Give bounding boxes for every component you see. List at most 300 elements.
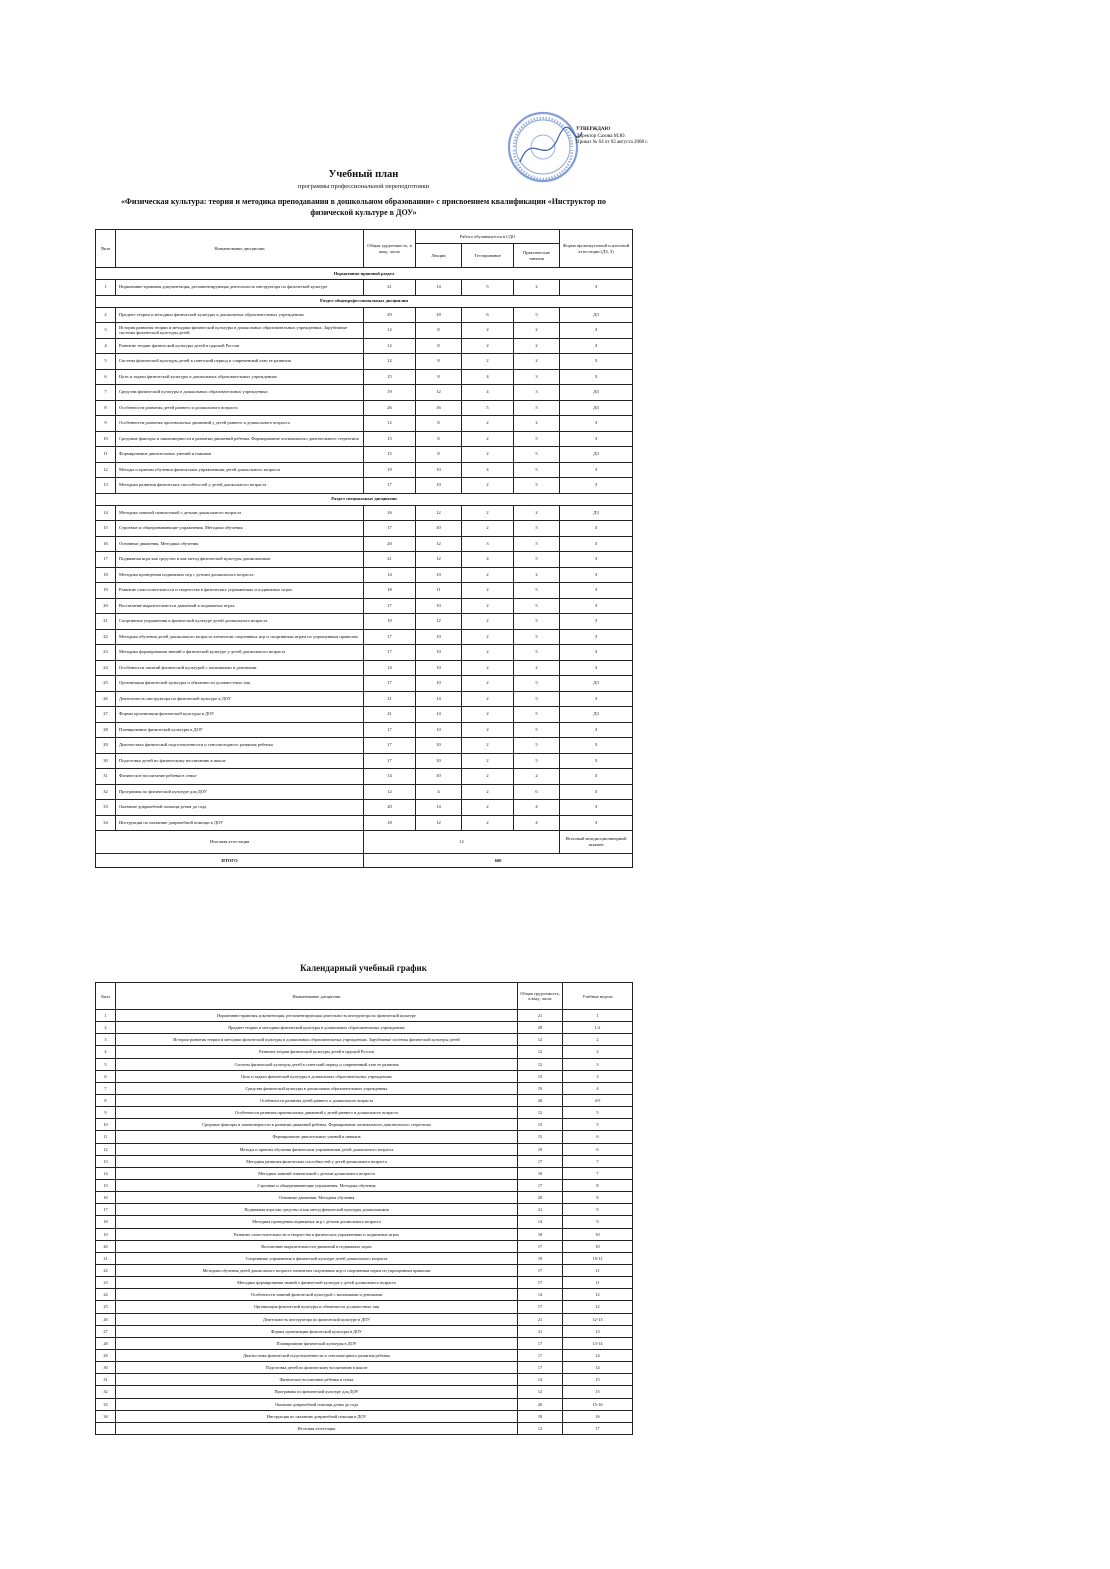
table-row bbox=[96, 1143, 633, 1155]
row-number: 17 bbox=[96, 552, 116, 568]
testing-hours: 2 bbox=[462, 354, 514, 370]
study-weeks: 10 bbox=[563, 1228, 633, 1240]
row-number: 3 bbox=[96, 323, 116, 339]
col-testing-header: Тестирование bbox=[462, 244, 514, 268]
lecture-hours: 12 bbox=[416, 505, 462, 521]
total-hours: 12 bbox=[518, 1422, 563, 1434]
practice-hours: 5 bbox=[514, 536, 560, 552]
practice-hours: 5 bbox=[514, 722, 560, 738]
section-row bbox=[96, 493, 633, 505]
table-row bbox=[96, 307, 633, 323]
table-row bbox=[96, 1119, 633, 1131]
calendar-title: Календарный учебный график bbox=[300, 963, 427, 973]
discipline-name: Особенности развития произвольных движений у детей раннего и дошкольного возраста bbox=[116, 416, 364, 432]
discipline-name: История развития теории и методики физической культуры в дошкольных образовательных учреждениях. Зарубежные системы физической культуры детей bbox=[116, 323, 364, 339]
practice-hours: 5 bbox=[514, 462, 560, 478]
total-hours: 15 bbox=[518, 1070, 563, 1082]
total-row bbox=[96, 854, 633, 868]
testing-hours: 2 bbox=[462, 521, 514, 537]
testing-hours: 2 bbox=[462, 815, 514, 831]
table-row bbox=[96, 769, 633, 785]
discipline-name: Методика формирования знаний о физической культуре у детей дошкольного возраста bbox=[116, 1277, 518, 1289]
discipline-name: Формирование двигательных умений и навыков bbox=[116, 1131, 518, 1143]
testing-hours: 2 bbox=[462, 769, 514, 785]
discipline-name: Организация физической культуры и обязанности должностных лиц bbox=[116, 1301, 518, 1313]
practice-hours: 2 bbox=[514, 416, 560, 432]
final-attestation-form: Итоговый междисциплинарный экзамен bbox=[560, 831, 633, 854]
assessment-form: З bbox=[560, 354, 633, 370]
practice-hours: 5 bbox=[514, 691, 560, 707]
assessment-form: З bbox=[560, 478, 633, 494]
final-attestation-label: Итоговая аттестация bbox=[96, 831, 364, 854]
table-row bbox=[96, 1204, 633, 1216]
study-weeks: 3 bbox=[563, 1058, 633, 1070]
testing-hours: 2 bbox=[462, 676, 514, 692]
table-row bbox=[96, 1362, 633, 1374]
row-number: 1 bbox=[96, 1010, 116, 1022]
row-number: 11 bbox=[96, 447, 116, 463]
row-number: 5 bbox=[96, 354, 116, 370]
discipline-name: Подвижная игра как средство и как метод физической культуры дошкольников bbox=[116, 552, 364, 568]
assessment-form: ДЗ bbox=[560, 676, 633, 692]
testing-hours: 2 bbox=[462, 722, 514, 738]
total-hours: 17 bbox=[518, 1362, 563, 1374]
total-hours: 29 bbox=[518, 1022, 563, 1034]
lecture-hours: 10 bbox=[416, 645, 462, 661]
table-row bbox=[96, 722, 633, 738]
practice-hours: 5 bbox=[514, 521, 560, 537]
study-weeks: 9 bbox=[563, 1216, 633, 1228]
lecture-hours: 10 bbox=[416, 521, 462, 537]
table-row bbox=[96, 1277, 633, 1289]
testing-hours: 6 bbox=[462, 307, 514, 323]
study-weeks: 4 bbox=[563, 1082, 633, 1094]
row-number: 9 bbox=[96, 1107, 116, 1119]
study-weeks: 7 bbox=[563, 1167, 633, 1179]
discipline-name: Спортивные упражнения в физической культуре детей дошкольного возраста bbox=[116, 614, 364, 630]
total-hours: 15 bbox=[518, 1119, 563, 1131]
lecture-hours: 8 bbox=[416, 447, 462, 463]
total-hours: 17 bbox=[518, 1155, 563, 1167]
lecture-hours: 12 bbox=[416, 614, 462, 630]
section-title: Раздел специальных дисциплин bbox=[96, 493, 633, 505]
row-number: 23 bbox=[96, 645, 116, 661]
assessment-form: З bbox=[560, 280, 633, 296]
col-work-header: Работа обучающегося в СДО bbox=[416, 230, 560, 244]
table-row bbox=[96, 815, 633, 831]
assessment-form: З bbox=[560, 431, 633, 447]
discipline-name: Предмет теории и методики физической культуры в дошкольных образовательных учреждениях bbox=[116, 1022, 518, 1034]
assessment-form: ДЗ bbox=[560, 447, 633, 463]
table-row bbox=[96, 1046, 633, 1058]
discipline-name: Основные движения. Методика обучения bbox=[116, 1192, 518, 1204]
curriculum-body bbox=[96, 268, 633, 868]
table-row bbox=[96, 1094, 633, 1106]
table-row bbox=[96, 1131, 633, 1143]
table-row bbox=[96, 567, 633, 583]
lecture-hours: 8 bbox=[416, 416, 462, 432]
row-number: 3 bbox=[96, 1034, 116, 1046]
row-number: 12 bbox=[96, 462, 116, 478]
table-row bbox=[96, 660, 633, 676]
table-row bbox=[96, 431, 633, 447]
assessment-form: З bbox=[560, 753, 633, 769]
testing-hours: 2 bbox=[462, 338, 514, 354]
row-number: 14 bbox=[96, 505, 116, 521]
testing-hours: 2 bbox=[462, 614, 514, 630]
discipline-name: Средовые факторы и закономерности в развитии движений ребенка. Формирование оптимального двигательного стереотипа bbox=[116, 431, 364, 447]
study-weeks: 5 bbox=[563, 1107, 633, 1119]
practice-hours: 5 bbox=[514, 598, 560, 614]
table-row bbox=[96, 323, 633, 339]
testing-hours: 2 bbox=[462, 753, 514, 769]
total-hours: 20 bbox=[518, 1398, 563, 1410]
practice-hours: 4 bbox=[514, 800, 560, 816]
total-hours: 21 bbox=[364, 691, 416, 707]
discipline-name: Деятельность инструктора по физической культуре в ДОУ bbox=[116, 691, 364, 707]
table-row bbox=[96, 462, 633, 478]
lecture-hours: 18 bbox=[416, 307, 462, 323]
discipline-name: Средства физической культуры в дошкольных образовательных учреждениях bbox=[116, 385, 364, 401]
table-row bbox=[96, 354, 633, 370]
table-row bbox=[96, 478, 633, 494]
discipline-name: Методика проведения подвижных игр с детьми дошкольного возраста bbox=[116, 1216, 518, 1228]
testing-hours: 2 bbox=[462, 478, 514, 494]
testing-hours: 2 bbox=[462, 707, 514, 723]
row-number: 16 bbox=[96, 536, 116, 552]
discipline-name: Строевые и общеразвивающие упражнения. Методика обучения bbox=[116, 521, 364, 537]
lecture-hours: 10 bbox=[416, 478, 462, 494]
table-row bbox=[96, 1082, 633, 1094]
table-row bbox=[96, 552, 633, 568]
study-weeks: 12 bbox=[563, 1289, 633, 1301]
testing-hours: 4 bbox=[462, 462, 514, 478]
lecture-hours: 12 bbox=[416, 815, 462, 831]
study-weeks: 6 bbox=[563, 1131, 633, 1143]
row-number: 9 bbox=[96, 416, 116, 432]
discipline-name: Инструкция по оказанию доврачебной помощи в ДОУ bbox=[116, 815, 364, 831]
row-number: 34 bbox=[96, 1410, 116, 1422]
table-row bbox=[96, 800, 633, 816]
discipline-name: Методика проведения подвижных игр с детьми дошкольного возраста bbox=[116, 567, 364, 583]
total-hours: 21 bbox=[364, 707, 416, 723]
testing-hours: 2 bbox=[462, 447, 514, 463]
assessment-form: З bbox=[560, 645, 633, 661]
discipline-name: Программы по физической культуре для ДОУ bbox=[116, 784, 364, 800]
study-weeks: 12-13 bbox=[563, 1313, 633, 1325]
total-hours: 18 bbox=[364, 815, 416, 831]
table-row bbox=[96, 1264, 633, 1276]
row-number: 18 bbox=[96, 567, 116, 583]
document-subtitle: программы профессиональной переподготовки bbox=[298, 183, 429, 190]
practice-hours: 5 bbox=[514, 753, 560, 769]
row-number: 26 bbox=[96, 1313, 116, 1325]
discipline-name: Инструкция по оказанию доврачебной помощи в ДОУ bbox=[116, 1410, 518, 1422]
assessment-form: З bbox=[560, 583, 633, 599]
approval-order: Приказ № 64 от 02 августа 2008 г. bbox=[576, 140, 649, 145]
practice-hours: 5 bbox=[514, 447, 560, 463]
row-number: 17 bbox=[96, 1204, 116, 1216]
table-row bbox=[96, 598, 633, 614]
row-number: 30 bbox=[96, 753, 116, 769]
practice-hours: 4 bbox=[514, 815, 560, 831]
study-weeks: 14 bbox=[563, 1362, 633, 1374]
assessment-form: З bbox=[560, 660, 633, 676]
lecture-hours: 10 bbox=[416, 738, 462, 754]
row-number: 28 bbox=[96, 722, 116, 738]
study-weeks: 8 bbox=[563, 1192, 633, 1204]
table-row bbox=[96, 753, 633, 769]
table-row bbox=[96, 1167, 633, 1179]
total-hours: 12 bbox=[518, 1034, 563, 1046]
study-weeks: 13-14 bbox=[563, 1337, 633, 1349]
practice-hours: 2 bbox=[514, 660, 560, 676]
assessment-form: З bbox=[560, 614, 633, 630]
testing-hours: 2 bbox=[462, 416, 514, 432]
total-hours: 20 bbox=[364, 536, 416, 552]
assessment-form: З bbox=[560, 738, 633, 754]
total-hours: 17 bbox=[364, 629, 416, 645]
testing-hours: 2 bbox=[462, 645, 514, 661]
total-hours: 17 bbox=[364, 478, 416, 494]
discipline-name: Подготовка детей по физическому воспитанию в школе bbox=[116, 753, 364, 769]
testing-hours: 4 bbox=[462, 385, 514, 401]
total-hours: 14 bbox=[364, 769, 416, 785]
total-hours: 17 bbox=[364, 738, 416, 754]
testing-hours: 2 bbox=[462, 323, 514, 339]
testing-hours: 2 bbox=[462, 629, 514, 645]
discipline-name: Методика занятий гимнастикой с детьми дошкольного возраста bbox=[116, 505, 364, 521]
table-row bbox=[96, 1337, 633, 1349]
assessment-form: ДЗ bbox=[560, 707, 633, 723]
row-number: 22 bbox=[96, 629, 116, 645]
table-row bbox=[96, 400, 633, 416]
total-hours: 15 bbox=[518, 1131, 563, 1143]
assessment-form: З bbox=[560, 552, 633, 568]
table-row bbox=[96, 1192, 633, 1204]
total-hours: 26 bbox=[364, 400, 416, 416]
table-row bbox=[96, 691, 633, 707]
lecture-hours: 14 bbox=[416, 707, 462, 723]
final-attestation-row bbox=[96, 831, 633, 854]
discipline-name: Нормативно-правовая документация, регламентирующая деятельность инструктора по физической культуре bbox=[116, 1010, 518, 1022]
row-number: 31 bbox=[96, 1374, 116, 1386]
practice-hours: 2 bbox=[514, 323, 560, 339]
total-hours: 15 bbox=[364, 431, 416, 447]
total-hours: 14 bbox=[364, 660, 416, 676]
table-row bbox=[96, 416, 633, 432]
row-number: 7 bbox=[96, 385, 116, 401]
testing-hours: 2 bbox=[462, 800, 514, 816]
row-number: 22 bbox=[96, 1264, 116, 1276]
table-row bbox=[96, 1313, 633, 1325]
total-hours: 17 bbox=[518, 1240, 563, 1252]
row-number: 15 bbox=[96, 521, 116, 537]
testing-hours: 2 bbox=[462, 567, 514, 583]
table-row bbox=[96, 1010, 633, 1022]
discipline-name: Физическое воспитание ребенка в семье bbox=[116, 769, 364, 785]
calendar-body bbox=[96, 1010, 633, 1435]
row-number: 23 bbox=[96, 1277, 116, 1289]
testing-hours: 2 bbox=[462, 738, 514, 754]
lecture-hours: 14 bbox=[416, 280, 462, 296]
assessment-form: З bbox=[560, 338, 633, 354]
row-number: 11 bbox=[96, 1131, 116, 1143]
discipline-name: Особенности развития произвольных движений у детей раннего и дошкольного возраста bbox=[116, 1107, 518, 1119]
row-number: 8 bbox=[96, 400, 116, 416]
table-row bbox=[96, 385, 633, 401]
study-weeks: 10 bbox=[563, 1240, 633, 1252]
study-weeks: 7 bbox=[563, 1155, 633, 1167]
total-hours: 19 bbox=[364, 385, 416, 401]
discipline-name: Средовые факторы и закономерности в развитии движений ребенка. Формирование оптимального двигательного стереотипа bbox=[116, 1119, 518, 1131]
total-hours: 20 bbox=[364, 800, 416, 816]
table-row bbox=[96, 369, 633, 385]
total-hours: 18 bbox=[364, 583, 416, 599]
total-hours: 12 bbox=[364, 354, 416, 370]
col-num-header: №пп bbox=[96, 230, 116, 268]
study-weeks: 2 bbox=[563, 1034, 633, 1046]
total-hours: 21 bbox=[518, 1204, 563, 1216]
discipline-name: История развития теории и методики физической культуры в дошкольных образовательных учреждениях. Зарубежные системы физической культуры детей bbox=[116, 1034, 518, 1046]
total-hours: 19 bbox=[518, 1082, 563, 1094]
table-row bbox=[96, 583, 633, 599]
assessment-form: З bbox=[560, 416, 633, 432]
assessment-form: З bbox=[560, 769, 633, 785]
row-number: 12 bbox=[96, 1143, 116, 1155]
total-hours: 12 bbox=[518, 1046, 563, 1058]
discipline-name: Методика развития физических способностей у детей дошкольного возраста bbox=[116, 1155, 518, 1167]
row-number: 32 bbox=[96, 1386, 116, 1398]
table-row bbox=[96, 738, 633, 754]
table-row bbox=[96, 1398, 633, 1410]
row-number: 25 bbox=[96, 676, 116, 692]
table-row bbox=[96, 1410, 633, 1422]
discipline-name: Методы и приемы обучения физическим упражнениям детей дошкольного возраста bbox=[116, 462, 364, 478]
total-hours: 17 bbox=[518, 1301, 563, 1313]
practice-hours: 2 bbox=[514, 354, 560, 370]
discipline-name: Оказание доврачебной помощи детям до года bbox=[116, 800, 364, 816]
study-weeks: 11 bbox=[563, 1277, 633, 1289]
discipline-name: Основные движения. Методика обучения bbox=[116, 536, 364, 552]
total-hours: 21 bbox=[364, 280, 416, 296]
study-weeks: 15-16 bbox=[563, 1398, 633, 1410]
section-row bbox=[96, 268, 633, 280]
section-title: Раздел общепрофессиональных дисциплин bbox=[96, 295, 633, 307]
row-number: 21 bbox=[96, 614, 116, 630]
row-number: 26 bbox=[96, 691, 116, 707]
total-hours: 17 bbox=[364, 598, 416, 614]
practice-hours: 5 bbox=[514, 629, 560, 645]
total-hours: 12 bbox=[518, 1107, 563, 1119]
total-hours: 19 bbox=[364, 614, 416, 630]
practice-hours: 2 bbox=[514, 338, 560, 354]
row-number: 20 bbox=[96, 1240, 116, 1252]
total-hours: 19 bbox=[518, 1252, 563, 1264]
row-number: 4 bbox=[96, 1046, 116, 1058]
testing-hours: 2 bbox=[462, 660, 514, 676]
practice-hours: 3 bbox=[514, 385, 560, 401]
lecture-hours: 10 bbox=[416, 598, 462, 614]
total-hours: 14 bbox=[364, 567, 416, 583]
lecture-hours: 14 bbox=[416, 691, 462, 707]
study-weeks: 13 bbox=[563, 1325, 633, 1337]
row-number: 19 bbox=[96, 583, 116, 599]
lecture-hours: 10 bbox=[416, 753, 462, 769]
discipline-name: Развитие самостоятельности и творчества в физических упражнениях и подвижных играх bbox=[116, 1228, 518, 1240]
assessment-form: ДЗ bbox=[560, 505, 633, 521]
assessment-form: З bbox=[560, 815, 633, 831]
col-form-header: Форма промежуточной и итоговой аттестации (ДЗ, З) bbox=[560, 230, 633, 268]
row-number: 24 bbox=[96, 660, 116, 676]
row-number: 25 bbox=[96, 1301, 116, 1313]
total-hours: 14 bbox=[518, 1374, 563, 1386]
total-hours: 14 bbox=[518, 1289, 563, 1301]
assessment-form: З bbox=[560, 536, 633, 552]
row-number: 18 bbox=[96, 1216, 116, 1228]
discipline-name: Формы организации физической культуры в ДОУ bbox=[116, 707, 364, 723]
table-row bbox=[96, 1240, 633, 1252]
discipline-name: Планирование физической культуры в ДОУ bbox=[116, 722, 364, 738]
row-number: 5 bbox=[96, 1058, 116, 1070]
table-row bbox=[96, 1070, 633, 1082]
total-hours: 20 bbox=[518, 1192, 563, 1204]
practice-hours: 2 bbox=[514, 280, 560, 296]
lecture-hours: 8 bbox=[416, 323, 462, 339]
col-name-header: Наименование дисциплин bbox=[116, 230, 364, 268]
practice-hours: 2 bbox=[514, 505, 560, 521]
row-number: 21 bbox=[96, 1252, 116, 1264]
study-weeks: 5 bbox=[563, 1119, 633, 1131]
testing-hours: 2 bbox=[462, 691, 514, 707]
discipline-name: Диагностика физической подготовленности и сенсомоторного развития ребенка bbox=[116, 738, 364, 754]
discipline-name: Методы и приемы обучения физическим упражнениям детей дошкольного возраста bbox=[116, 1143, 518, 1155]
discipline-name: Физическое воспитание ребенка в семье bbox=[116, 1374, 518, 1386]
table-row bbox=[96, 1034, 633, 1046]
testing-hours: 4 bbox=[462, 369, 514, 385]
row-number: 1 bbox=[96, 280, 116, 296]
study-weeks: 1 bbox=[563, 1010, 633, 1022]
row-number: 19 bbox=[96, 1228, 116, 1240]
table-row bbox=[96, 1216, 633, 1228]
col-lectures-header: Лекции bbox=[416, 244, 462, 268]
testing-hours: 5 bbox=[462, 400, 514, 416]
practice-hours: 5 bbox=[514, 707, 560, 723]
total-hours: 19 bbox=[364, 462, 416, 478]
table-row bbox=[96, 505, 633, 521]
testing-hours: 5 bbox=[462, 280, 514, 296]
approval-block bbox=[576, 127, 656, 147]
total-hours: 12 bbox=[364, 416, 416, 432]
table-row bbox=[96, 1325, 633, 1337]
table-row bbox=[96, 1058, 633, 1070]
practice-hours: 2 bbox=[514, 769, 560, 785]
row-number bbox=[96, 1422, 116, 1434]
lecture-hours: 8 bbox=[416, 354, 462, 370]
total-hours: 12 bbox=[364, 784, 416, 800]
row-number: 32 bbox=[96, 784, 116, 800]
lecture-hours: 8 bbox=[416, 369, 462, 385]
curriculum-table bbox=[95, 229, 633, 868]
lecture-hours: 10 bbox=[416, 722, 462, 738]
lecture-hours: 10 bbox=[416, 660, 462, 676]
row-number: 29 bbox=[96, 738, 116, 754]
discipline-name: Особенности занятий физической культурой с мальчиками и девочками bbox=[116, 660, 364, 676]
discipline-name: Развитие теории физической культуры детей в царской России bbox=[116, 1046, 518, 1058]
row-number: 4 bbox=[96, 338, 116, 354]
total-hours: 15 bbox=[364, 369, 416, 385]
discipline-name: Воспитание выразительности движений в подвижных играх bbox=[116, 598, 364, 614]
